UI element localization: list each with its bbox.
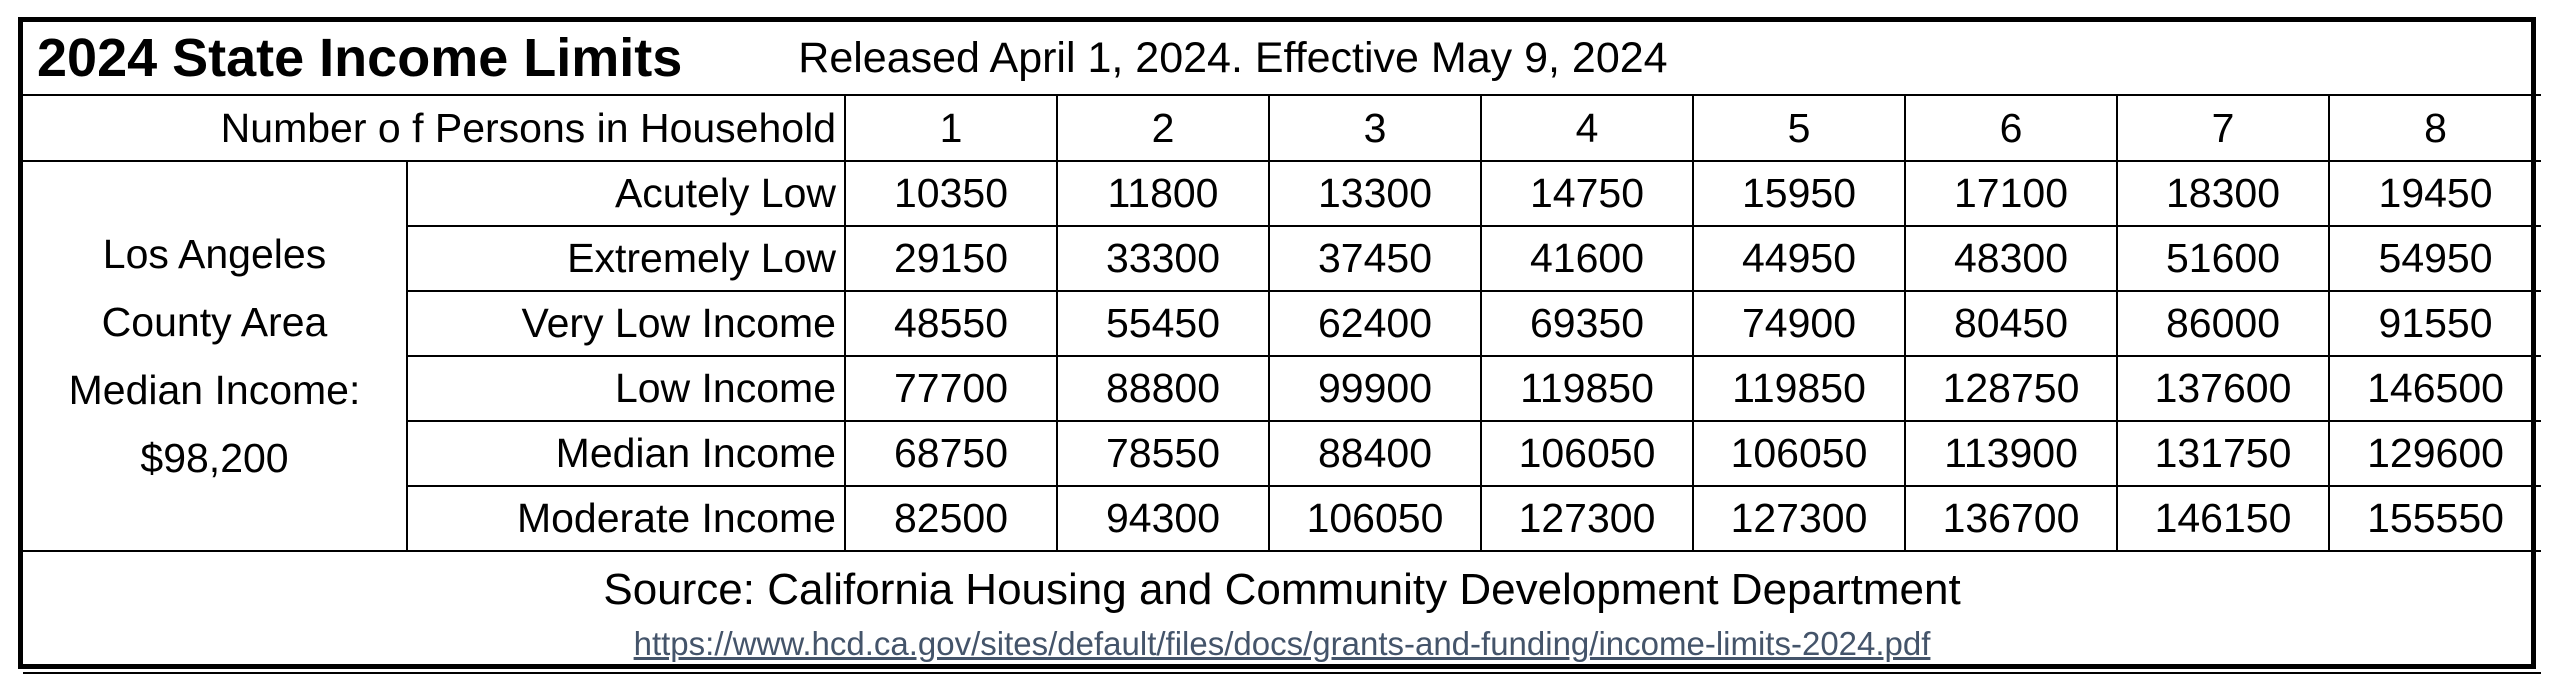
income-limit-value: 13300 <box>1269 161 1481 226</box>
income-category-label: Extremely Low <box>407 226 845 291</box>
income-limit-value: 78550 <box>1057 421 1269 486</box>
income-limit-value: 131750 <box>2117 421 2329 486</box>
income-limit-value: 44950 <box>1693 226 1905 291</box>
table-title: 2024 State Income Limits <box>37 28 683 88</box>
income-category-label: Low Income <box>407 356 845 421</box>
household-size-header: 8 <box>2329 95 2541 161</box>
income-limits-table-frame <box>18 17 2536 669</box>
income-limit-value: 18300 <box>2117 161 2329 226</box>
income-limit-value: 137600 <box>2117 356 2329 421</box>
household-size-header: 2 <box>1057 95 1269 161</box>
income-limit-value: 129600 <box>2329 421 2541 486</box>
income-category-label: Moderate Income <box>407 486 845 551</box>
income-limit-value: 37450 <box>1269 226 1481 291</box>
income-limit-value: 86000 <box>2117 291 2329 356</box>
source-link[interactable]: https://www.hcd.ca.gov/sites/default/files/docs/grants-and-funding/income-limits-2024.pdf <box>633 625 1931 662</box>
income-limit-value: 33300 <box>1057 226 1269 291</box>
source-row <box>23 551 2541 673</box>
income-limit-value: 119850 <box>1693 356 1905 421</box>
region-name-line-1: Los Angeles <box>102 231 327 277</box>
income-limit-value: 48300 <box>1905 226 2117 291</box>
income-limit-value: 77700 <box>845 356 1057 421</box>
income-category-label: Median Income <box>407 421 845 486</box>
income-category-label: Acutely Low <box>407 161 845 226</box>
income-limit-value: 113900 <box>1905 421 2117 486</box>
income-limit-value: 106050 <box>1481 421 1693 486</box>
income-limit-value: 91550 <box>2329 291 2541 356</box>
source-attribution: Source: California Housing and Community Development Department <box>603 565 1961 614</box>
income-limit-value: 82500 <box>845 486 1057 551</box>
income-limit-value: 55450 <box>1057 291 1269 356</box>
income-limit-value: 146500 <box>2329 356 2541 421</box>
income-limit-value: 29150 <box>845 226 1057 291</box>
income-limit-value: 99900 <box>1269 356 1481 421</box>
table-row-acutely-low <box>23 161 2541 226</box>
household-size-header: 3 <box>1269 95 1481 161</box>
income-limit-value: 128750 <box>1905 356 2117 421</box>
income-limits-table <box>23 22 2541 674</box>
income-limit-value: 68750 <box>845 421 1057 486</box>
income-limit-value: 136700 <box>1905 486 2117 551</box>
income-limit-value: 88400 <box>1269 421 1481 486</box>
income-limit-value: 11800 <box>1057 161 1269 226</box>
income-limit-value: 146150 <box>2117 486 2329 551</box>
income-limit-value: 106050 <box>1693 421 1905 486</box>
income-limit-value: 54950 <box>2329 226 2541 291</box>
income-limit-value: 48550 <box>845 291 1057 356</box>
household-size-header: 7 <box>2117 95 2329 161</box>
income-limit-value: 127300 <box>1693 486 1905 551</box>
income-limit-value: 15950 <box>1693 161 1905 226</box>
household-size-header-row <box>23 95 2541 161</box>
income-limit-value: 94300 <box>1057 486 1269 551</box>
income-limit-value: 155550 <box>2329 486 2541 551</box>
income-limit-value: 51600 <box>2117 226 2329 291</box>
income-limit-value: 17100 <box>1905 161 2117 226</box>
household-size-label: Number o f Persons in Household <box>23 95 845 161</box>
income-limit-value: 19450 <box>2329 161 2541 226</box>
release-date-note: Released April 1, 2024. Effective May 9, 2024 <box>798 33 1668 82</box>
income-category-label: Very Low Income <box>407 291 845 356</box>
income-limit-value: 74900 <box>1693 291 1905 356</box>
household-size-header: 6 <box>1905 95 2117 161</box>
household-size-header: 4 <box>1481 95 1693 161</box>
median-income-value: $98,200 <box>140 435 289 481</box>
source-cell <box>23 551 2541 673</box>
income-limit-value: 62400 <box>1269 291 1481 356</box>
region-name-line-2: County Area <box>101 299 328 345</box>
median-income-label: Median Income: <box>68 367 361 413</box>
household-size-header: 1 <box>845 95 1057 161</box>
region-median-income-cell <box>23 161 407 551</box>
income-limit-value: 41600 <box>1481 226 1693 291</box>
income-limit-value: 106050 <box>1269 486 1481 551</box>
income-limit-value: 10350 <box>845 161 1057 226</box>
income-limit-value: 80450 <box>1905 291 2117 356</box>
household-size-header: 5 <box>1693 95 1905 161</box>
income-limit-value: 14750 <box>1481 161 1693 226</box>
income-limit-value: 127300 <box>1481 486 1693 551</box>
income-limit-value: 69350 <box>1481 291 1693 356</box>
income-limit-value: 119850 <box>1481 356 1693 421</box>
title-cell <box>23 22 2541 95</box>
income-limit-value: 88800 <box>1057 356 1269 421</box>
